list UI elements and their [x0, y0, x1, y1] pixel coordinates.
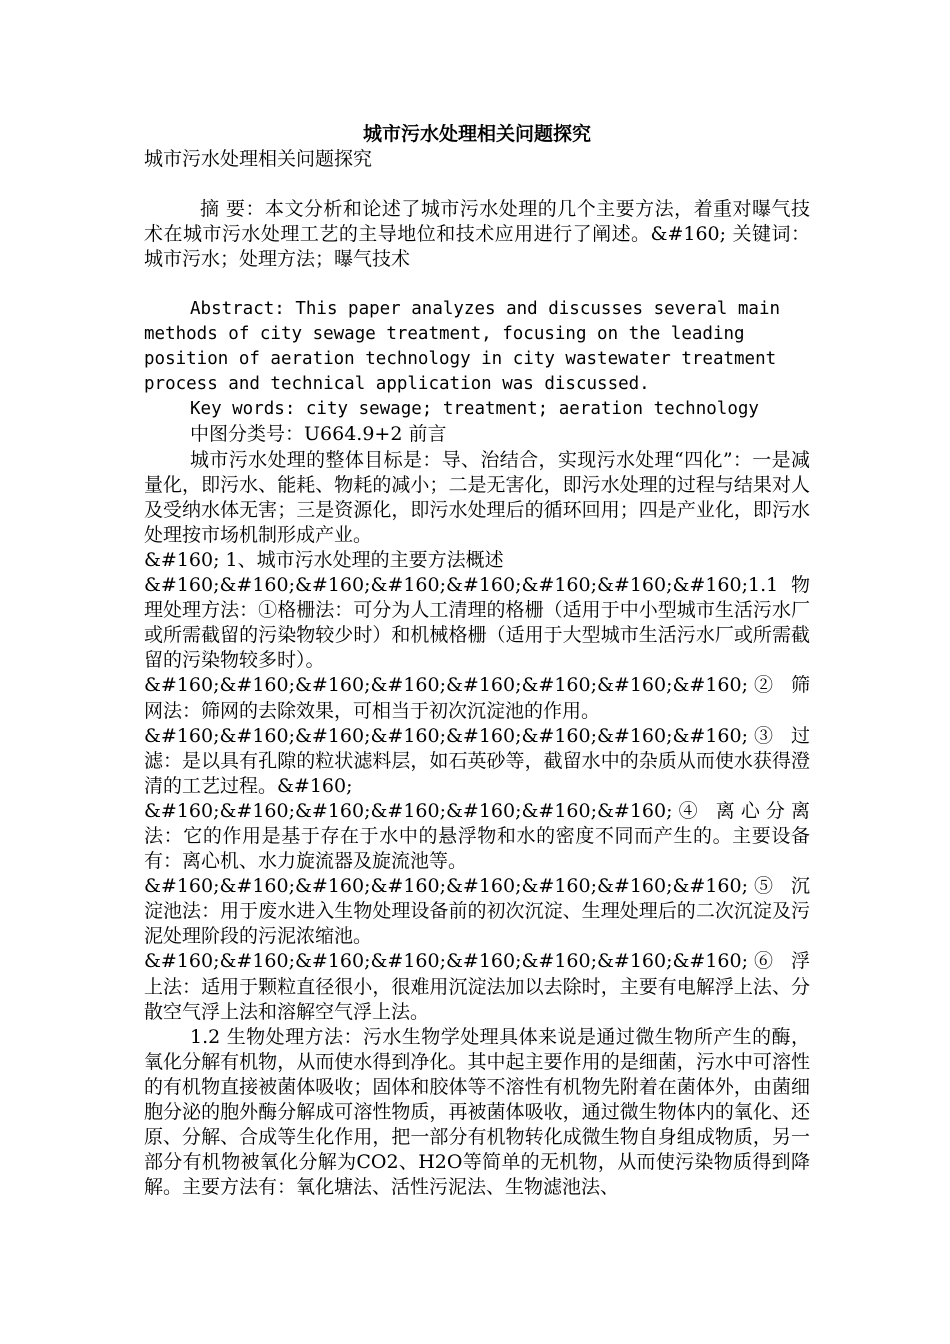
intro-paragraph: 城市污水处理的整体目标是：导、治结合，实现污水处理“四化”：一是减量化，即污水、能耗、物耗的减小；二是无害化，即污水处理的过程与结果对人及受纳水体无害；三是资源化，即污水处理后的循环回用；四是产业化，即污水处理按市场机制形成产业。 — [144, 448, 810, 546]
paragraph-sieve-method: &#160;&#160;&#160;&#160;&#160;&#160;&#160;&#160;② 筛网法：筛网的去除效果，可相当于初次沉淀池的作用。 — [144, 674, 810, 722]
spacer — [144, 272, 810, 297]
document-page — [144, 122, 810, 1200]
abstract-english: Abstract: This paper analyzes and discusses several main methods of city sewage treatment, focusing on the leading position of aeration technology in city wastewater treatment process and technical application was discussed. — [144, 299, 781, 395]
keywords-english: Key words: city sewage; treatment; aeration technology — [190, 399, 759, 420]
paragraph-physical-methods: &#160;&#160;&#160;&#160;&#160;&#160;&#160;&#160;1.1 物理处理方法：①格栅法：可分为人工清理的格栅（适用于中小型城市生活污水厂或所需截留的污染物较少时）和机械格栅（适用于大型城市生活污水厂或所需截留的污染物较多时）。 — [144, 574, 810, 672]
abstract-chinese: 摘 要：本文分析和论述了城市污水处理的几个主要方法，着重对曝气技术在城市污水处理工艺的主导地位和技术应用进行了阐述。&#160; 关键词：城市污水；处理方法；曝气技术 — [144, 198, 810, 271]
paragraph-filtration: &#160;&#160;&#160;&#160;&#160;&#160;&#160;&#160;③ 过滤：是以具有孔隙的粒状滤料层，如石英砂等，截留水中的杂质从而使水获得澄清的工艺过程。&#160; — [144, 724, 810, 797]
document-title: 城市污水处理相关问题探究 — [362, 123, 591, 145]
section-heading: &#160; 1、城市污水处理的主要方法概述 — [144, 548, 504, 571]
paragraph-flotation: &#160;&#160;&#160;&#160;&#160;&#160;&#160;&#160;⑥ 浮上法：适用于颗粒直径很小，很难用沉淀法加以去除时，主要有电解浮上法、分散空气浮上法和溶解空气浮上法。 — [144, 950, 810, 1023]
paragraph-sedimentation: &#160;&#160;&#160;&#160;&#160;&#160;&#160;&#160;⑤ 沉淀池法：用于废水进入生物处理设备前的初次沉淀、生理处理后的二次沉淀及污泥处理阶段的污泥浓缩池。 — [144, 875, 810, 948]
document-subtitle: 城市污水处理相关问题探究 — [144, 148, 373, 171]
paragraph-biological-methods: 1.2 生物处理方法：污水生物学处理具体来说是通过微生物所产生的酶，氧化分解有机物，从而使水得到净化。其中起主要作用的是细菌，污水中可溶性的有机物直接被菌体吸收；固体和胶体等不溶性有机物先附着在菌体外，由菌细胞分泌的胞外酶分解成可溶性物质，再被菌体吸收，通过微生物体内的氧化、还原、分解、合成等生化作用，把一部分有机物转化成微生物自身组成物质，另一部分有机物被氧化分解为CO2、H2O等简单的无机物，从而使污染物质得到降解。主要方法有：氧化塘法、活性污泥法、生物滤池法、 — [144, 1025, 810, 1199]
spacer — [144, 172, 810, 197]
paragraph-centrifugal: &#160;&#160;&#160;&#160;&#160;&#160;&#160;④ 离心分离法：它的作用是基于存在于水中的悬浮物和水的密度不同而产生的。主要设备有：离心机、水力旋流器及旋流池等。 — [144, 799, 810, 873]
classification-line: 中图分类号：U664.9+2 前言 — [190, 423, 447, 446]
